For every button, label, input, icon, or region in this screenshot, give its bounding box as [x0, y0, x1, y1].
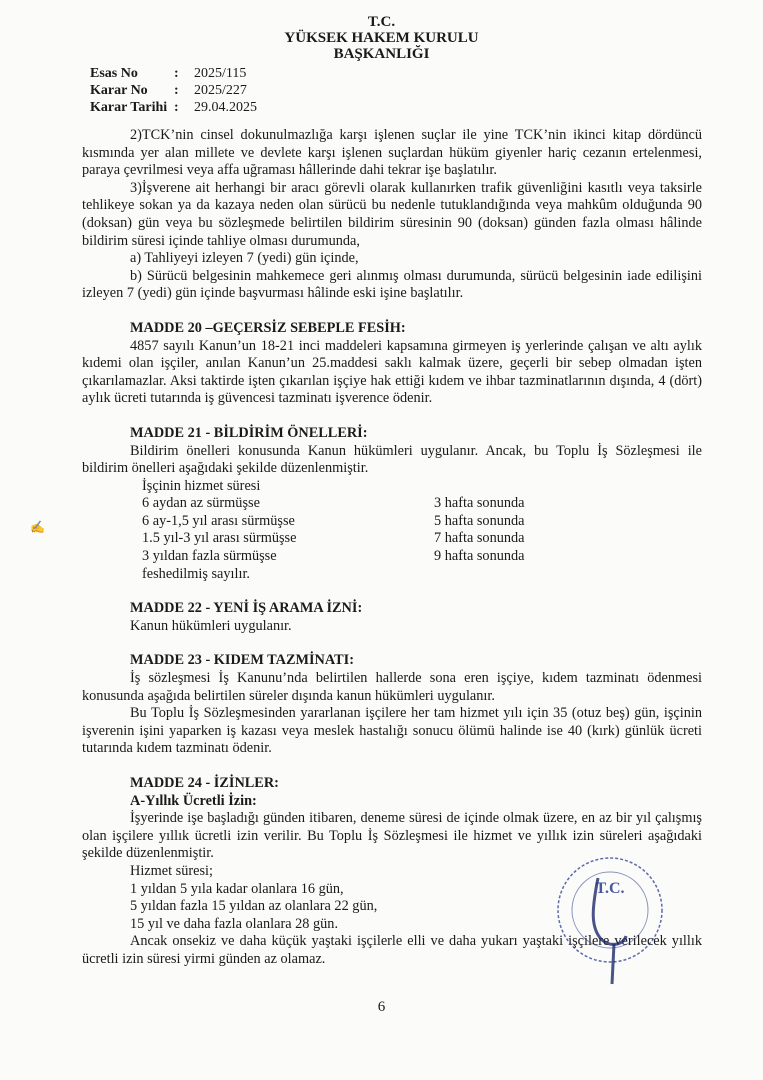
header-presidency: BAŞKANLIĞI: [333, 46, 430, 62]
meta-colon: :: [174, 100, 179, 115]
paragraph-madde-24-f: Ancak onsekiz ve daha küçük yaştaki işçilerle elli ve daha yukarı yaştaki işçilere verilecek yıllık ücretli izin süresi yirmi günden az olamaz.: [82, 933, 702, 967]
heading-madde-21: MADDE 21 - BİLDİRİM ÖNELLERİ:: [130, 424, 368, 441]
paragraph-madde-24-a: İşyerinde işe başladığı günden itibaren, deneme süresi de içinde olmak üzere, en az bir yıl çalışmış olan işçilere yıllık ücretli izin verilir. Bu Toplu İş Sözleşmesi ile hizmet ve yıllık izin süreleri aşağıdaki şekilde düzenlenmiştir.: [82, 810, 702, 862]
meta-row-date: [90, 99, 257, 116]
paragraph-madde-22: Kanun hükümleri uygulanır.: [130, 617, 292, 634]
heading-madde-24: MADDE 24 - İZİNLER:: [130, 775, 279, 791]
service-cell: 3 yıldan fazla sürmüşse: [142, 548, 277, 565]
heading-madde-22: MADDE 22 - YENİ İŞ ARAMA İZNİ:: [130, 600, 363, 617]
header-institution: YÜKSEK HAKEM KURULU: [284, 30, 479, 46]
subheading-annual-leave: A-Yıllık Ücretli İzin:: [130, 792, 257, 809]
official-seal-icon: [540, 848, 680, 988]
meta-row-esas: [90, 65, 257, 82]
paragraph-madde-23-b: Bu Toplu İş Sözleşmesinden yararlanan işçilere her tam hizmet yılı için 35 (otuz beş) gün, işçinin işverenin işini yaparken iş kazası veya meslek hastalığı sonucu ölümü halinde ise 40 (kırk) günlük ücreti tutarında kıdem tazminatı ödenir.: [82, 705, 702, 757]
document-body: [82, 127, 702, 969]
list-item-b: b) Sürücü belgesinin mahkemece geri alınmış olması durumunda, sürücü belgesinin iade edilişini izleyen 7 (yedi) gün içinde başvurması hâlinde eski işine başlatılır.: [82, 267, 702, 302]
seal-center-text: T.C.: [595, 880, 625, 897]
meta-colon: :: [174, 83, 179, 98]
margin-mark: ✍: [30, 520, 45, 534]
paragraph-3: 3)İşverene ait herhangi bir aracı görevli olarak kullanırken trafik güvenliğini kasıtlı veya taksirle tehlikeye sokan ya da kazaya neden olan sürücü bu nedenle tutuklandığında veya mahkûm olduğunda 90 (doksan) gün veya bu sözleşmede belirtilen bildirim süresinin 90 (doksan) günden fazla olması hâlinde bildirim süresi içinde tahliye olması durumunda,: [82, 179, 702, 249]
meta-value: 29.04.2025: [194, 100, 257, 115]
notice-cell: 5 hafta sonunda: [434, 512, 525, 529]
notice-cell: 3 hafta sonunda: [434, 495, 525, 512]
paragraph-madde-23-a: İş sözleşmesi İş Kanunu’nda belirtilen hallerde sona eren işçiye, kıdem tazminatı ödenmesi konusunda aşağıda belirtilen süreler dışında kanun hükümleri uygulanır.: [82, 670, 702, 704]
service-cell: 6 ay-1,5 yıl arası sürmüşse: [142, 512, 295, 529]
table-row: [142, 495, 702, 513]
notice-cell: 9 hafta sonunda: [434, 548, 525, 565]
table-row: [142, 530, 702, 548]
meta-value: 2025/115: [194, 66, 247, 81]
paragraph-2: 2)TCK’nin cinsel dokunulmazlığa karşı işlenen suçlar ile yine TCK’nin ikinci kitap dördüncü kısmında yer alan millete ve devlete karşı işlenen suçlardan hüküm giyenler hariç cezanın ertelenmesi, paraya çevrilmesi veya affa uğraması hâllerinde dahi tekrar işe başlatılır.: [82, 127, 702, 179]
heading-madde-23: MADDE 23 - KIDEM TAZMİNATI:: [130, 652, 354, 669]
heading-madde-20: MADDE 20 –GEÇERSİZ SEBEPLE FESİH:: [130, 319, 406, 336]
service-cell: 1.5 yıl-3 yıl arası sürmüşse: [142, 530, 297, 547]
notice-cell: 7 hafta sonunda: [434, 530, 525, 547]
meta-row-karar: [90, 82, 257, 99]
page-number: 6: [377, 999, 386, 1015]
notice-table-header: İşçinin hizmet süresi: [142, 477, 261, 494]
header-tc: T.C.: [367, 14, 396, 30]
meta-colon: :: [174, 66, 179, 81]
notice-table-footer: feshedilmiş sayılır.: [142, 565, 251, 582]
meta-value: 2025/227: [194, 83, 247, 98]
paragraph-madde-24-b: Hizmet süresi;: [130, 862, 213, 879]
service-cell: 6 aydan az sürmüşse: [142, 495, 260, 512]
leave-item-1: 1 yıldan 5 yıla kadar olanlara 16 gün,: [130, 880, 344, 897]
meta-label: Karar Tarihi: [90, 100, 168, 115]
meta-label: Karar No: [90, 83, 148, 98]
table-row: [142, 548, 702, 566]
case-meta: [90, 65, 257, 116]
table-row: [142, 513, 702, 531]
paragraph-madde-21: Bildirim önelleri konusunda Kanun hükümleri uygulanır. Ancak, bu Toplu İş Sözleşmesi ile bildirim önelleri aşağıdaki şekilde düzenlenmiştir.: [82, 442, 702, 477]
meta-label: Esas No: [90, 66, 138, 81]
notice-table: [82, 495, 702, 565]
list-item-a: a) Tahliyeyi izleyen 7 (yedi) gün içinde,: [130, 250, 359, 267]
paragraph-madde-20: 4857 sayılı Kanun’un 18-21 inci maddeleri kapsamına girmeyen iş yerlerinde çalışan ve altı aylık kıdemi olan işçiler, anılan Kanun’un 25.maddesi saklı kalmak üzere, geçerli bir sebep olmadan işten çıkarılamazlar. Aksi taktirde işten çıkarılan işçiye hak ettiği kıdem ve ihbar tazminatlarının dışında, 4 (dört) aylık ücreti tutarında iş güvencesi tazminatı işverence ödenir.: [82, 337, 702, 407]
leave-item-3: 15 yıl ve daha fazla olanlara 28 gün.: [130, 915, 339, 932]
leave-item-2: 5 yıldan fazla 15 yıldan az olanlara 22 gün,: [130, 898, 378, 915]
